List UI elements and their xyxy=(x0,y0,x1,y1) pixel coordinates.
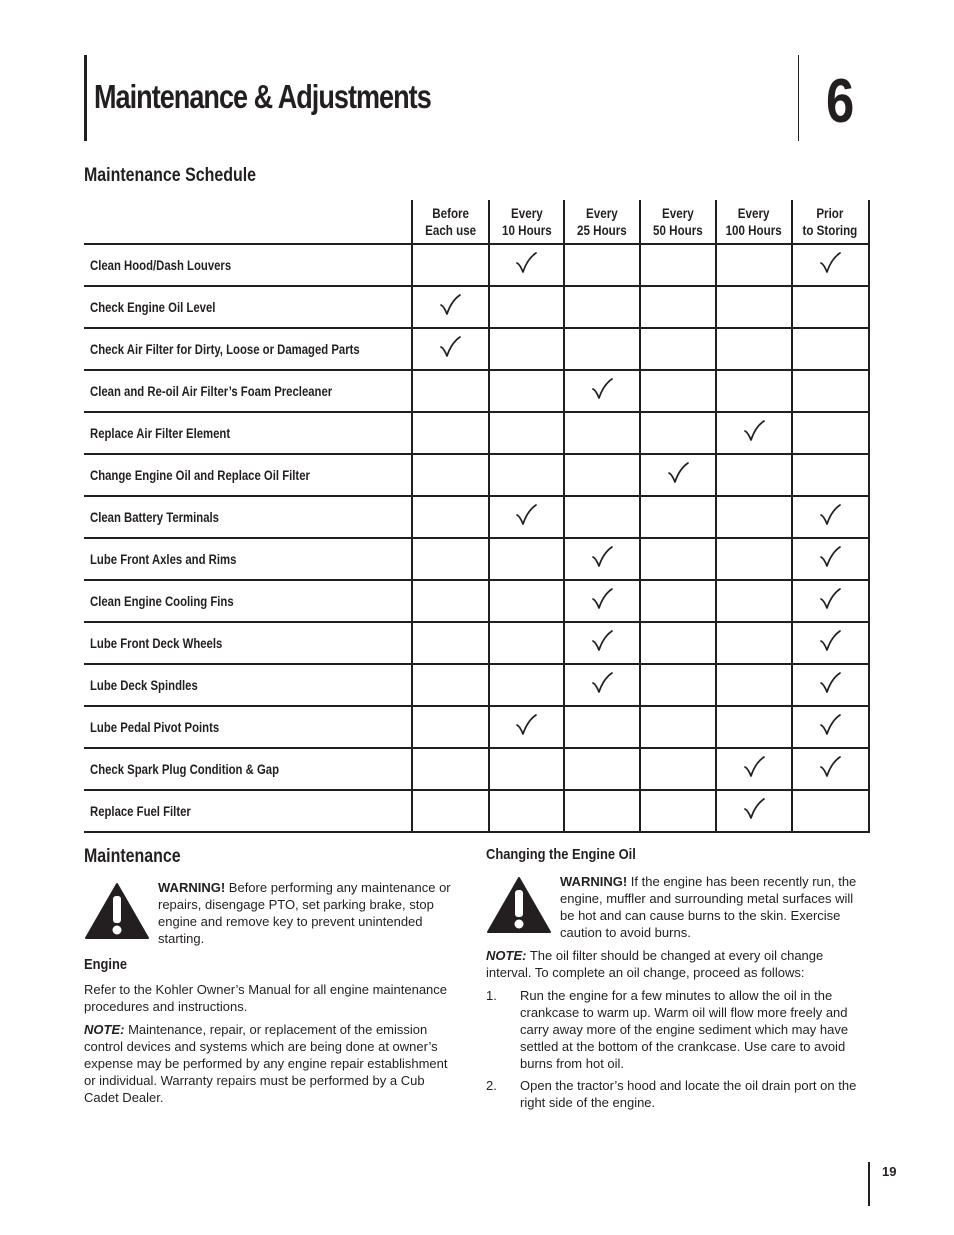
schedule-cell xyxy=(412,748,488,790)
schedule-cell xyxy=(716,664,792,706)
schedule-cell xyxy=(489,454,565,496)
column-header: Before Each use xyxy=(412,200,488,244)
maintenance-schedule-table xyxy=(84,200,870,833)
schedule-cell xyxy=(716,370,792,412)
task-cell xyxy=(84,748,412,790)
schedule-cell xyxy=(716,706,792,748)
chapter-rule xyxy=(798,55,799,141)
footer-rule xyxy=(868,1162,870,1206)
schedule-cell xyxy=(412,580,488,622)
schedule-cell xyxy=(489,286,565,328)
task-label: Check Engine Oil Level xyxy=(90,299,216,315)
schedule-cell xyxy=(792,580,869,622)
step-number: 1. xyxy=(486,988,497,1003)
table-row xyxy=(84,664,869,706)
schedule-cell xyxy=(792,706,869,748)
schedule-cell xyxy=(640,412,716,454)
schedule-cell xyxy=(792,748,869,790)
note-label: NOTE: xyxy=(486,948,527,963)
schedule-cell xyxy=(412,370,488,412)
table-row xyxy=(84,328,869,370)
engine-note: NOTE: Maintenance, repair, or replacement of the emission control devices and systems which are being done at owner’s expense may be performed by any engine repair establishment or individual. Warranty repairs must be performed by a Cub Cadet Dealer. xyxy=(84,1022,448,1105)
schedule-cell xyxy=(716,286,792,328)
page-number: 19 xyxy=(882,1164,897,1179)
task-label: Replace Air Filter Element xyxy=(90,425,231,441)
schedule-cell xyxy=(564,538,640,580)
check-mark-icon xyxy=(819,504,841,526)
warning-label: WARNING! xyxy=(560,874,628,889)
task-label: Clean and Re-oil Air Filter’s Foam Precleaner xyxy=(90,383,333,399)
chapter-number: 6 xyxy=(826,67,855,136)
table-row xyxy=(84,496,869,538)
schedule-cell xyxy=(792,496,869,538)
check-mark-icon xyxy=(591,378,613,400)
schedule-cell xyxy=(640,328,716,370)
table-row xyxy=(84,454,869,496)
task-cell xyxy=(84,706,412,748)
schedule-cell xyxy=(489,622,565,664)
task-cell xyxy=(84,412,412,454)
schedule-cell xyxy=(489,244,565,286)
schedule-cell xyxy=(489,748,565,790)
schedule-cell xyxy=(640,580,716,622)
schedule-cell xyxy=(489,790,565,832)
check-mark-icon xyxy=(667,462,689,484)
header-rule xyxy=(84,55,87,141)
schedule-cell xyxy=(640,538,716,580)
schedule-cell xyxy=(564,664,640,706)
task-cell xyxy=(84,328,412,370)
task-label: Lube Deck Spindles xyxy=(90,677,198,693)
check-mark-icon xyxy=(439,294,461,316)
schedule-cell xyxy=(716,538,792,580)
schedule-cell xyxy=(716,244,792,286)
schedule-cell xyxy=(792,286,869,328)
schedule-cell xyxy=(564,496,640,538)
task-cell xyxy=(84,538,412,580)
schedule-cell xyxy=(640,706,716,748)
check-mark-icon xyxy=(819,714,841,736)
schedule-cell xyxy=(716,328,792,370)
schedule-cell xyxy=(640,244,716,286)
schedule-cell xyxy=(792,328,869,370)
check-mark-icon xyxy=(819,756,841,778)
schedule-cell xyxy=(640,622,716,664)
table-row xyxy=(84,538,869,580)
schedule-cell xyxy=(716,748,792,790)
task-cell xyxy=(84,286,412,328)
check-mark-icon xyxy=(515,714,537,736)
schedule-cell xyxy=(564,580,640,622)
schedule-cell xyxy=(489,580,565,622)
task-cell xyxy=(84,244,412,286)
schedule-cell xyxy=(640,496,716,538)
task-cell xyxy=(84,622,412,664)
schedule-cell xyxy=(412,412,488,454)
check-mark-icon xyxy=(743,420,765,442)
check-mark-icon xyxy=(819,588,841,610)
schedule-cell xyxy=(564,790,640,832)
schedule-cell xyxy=(640,748,716,790)
note-label: NOTE: xyxy=(84,1022,125,1037)
warning-label: WARNING! xyxy=(158,880,226,895)
task-cell xyxy=(84,790,412,832)
schedule-cell xyxy=(716,580,792,622)
check-mark-icon xyxy=(743,798,765,820)
page-title: Maintenance & Adjustments xyxy=(94,78,431,115)
schedule-cell xyxy=(792,244,869,286)
schedule-cell xyxy=(640,286,716,328)
table-row xyxy=(84,244,869,286)
task-label: Replace Fuel Filter xyxy=(90,803,191,819)
schedule-cell xyxy=(489,706,565,748)
schedule-cell xyxy=(640,790,716,832)
check-mark-icon xyxy=(819,546,841,568)
table-row xyxy=(84,580,869,622)
check-mark-icon xyxy=(819,630,841,652)
schedule-cell xyxy=(564,748,640,790)
task-cell xyxy=(84,580,412,622)
schedule-cell xyxy=(412,286,488,328)
schedule-cell xyxy=(489,328,565,370)
step-text: Open the tractor’s hood and locate the oil drain port on the right side of the engine. xyxy=(520,1078,857,1110)
schedule-cell xyxy=(792,790,869,832)
schedule-header-row xyxy=(84,200,869,244)
check-mark-icon xyxy=(439,336,461,358)
warning-triangle-icon xyxy=(486,876,552,934)
schedule-cell xyxy=(412,538,488,580)
schedule-cell xyxy=(716,790,792,832)
task-cell xyxy=(84,496,412,538)
schedule-cell xyxy=(489,370,565,412)
check-mark-icon xyxy=(819,672,841,694)
table-row xyxy=(84,790,869,832)
check-mark-icon xyxy=(591,546,613,568)
schedule-cell xyxy=(640,664,716,706)
task-label: Lube Pedal Pivot Points xyxy=(90,719,220,735)
column-header: Every 25 Hours xyxy=(564,200,640,244)
check-mark-icon xyxy=(591,672,613,694)
column-header: Every 100 Hours xyxy=(716,200,792,244)
schedule-cell xyxy=(412,706,488,748)
schedule-cell xyxy=(412,244,488,286)
check-mark-icon xyxy=(591,588,613,610)
engine-paragraph: Refer to the Kohler Owner’s Manual for all engine maintenance procedures and instructions. xyxy=(84,982,448,1014)
task-label: Change Engine Oil and Replace Oil Filter xyxy=(90,467,310,483)
table-row xyxy=(84,748,869,790)
task-label: Clean Hood/Dash Louvers xyxy=(90,257,232,273)
table-row xyxy=(84,370,869,412)
schedule-cell xyxy=(716,622,792,664)
table-row xyxy=(84,622,869,664)
task-cell xyxy=(84,664,412,706)
maintenance-title: Maintenance xyxy=(84,846,181,867)
task-label: Check Spark Plug Condition & Gap xyxy=(90,761,280,777)
schedule-cell xyxy=(412,622,488,664)
schedule-cell xyxy=(489,412,565,454)
schedule-cell xyxy=(792,664,869,706)
schedule-cell xyxy=(792,454,869,496)
schedule-cell xyxy=(412,664,488,706)
schedule-cell xyxy=(412,328,488,370)
table-row xyxy=(84,412,869,454)
schedule-cell xyxy=(792,538,869,580)
schedule-cell xyxy=(412,496,488,538)
task-label: Clean Battery Terminals xyxy=(90,509,219,525)
maintenance-warning: WARNING! Before performing any maintenance or repairs, disengage PTO, set parking brake, stop engine and remove key to prevent unintended starting. xyxy=(158,880,451,946)
oil-change-title: Changing the Engine Oil xyxy=(486,846,636,863)
schedule-cell xyxy=(564,622,640,664)
oil-warning: WARNING! If the engine has been recently run, the engine, muffler and surrounding metal surfaces will be hot and can cause burns to the skin. Exercise caution to avoid burns. xyxy=(560,874,857,940)
step-number: 2. xyxy=(486,1078,497,1093)
task-cell xyxy=(84,370,412,412)
warning-triangle-icon xyxy=(84,882,150,940)
schedule-cell xyxy=(412,790,488,832)
schedule-cell xyxy=(792,622,869,664)
task-label: Clean Engine Cooling Fins xyxy=(90,593,234,609)
engine-title: Engine xyxy=(84,956,128,973)
column-header: Every 50 Hours xyxy=(640,200,716,244)
check-mark-icon xyxy=(819,252,841,274)
schedule-cell xyxy=(640,370,716,412)
schedule-cell xyxy=(489,496,565,538)
step-text: Run the engine for a few minutes to allow the oil in the crankcase to warm up. Warm oil will flow more freely and carry away more of the engine sediment which may have settled at the bottom of the crankcase. Use care to avoid burns from hot oil. xyxy=(520,988,849,1071)
schedule-cell xyxy=(412,454,488,496)
task-column-header xyxy=(84,200,412,244)
check-mark-icon xyxy=(591,630,613,652)
table-row xyxy=(84,286,869,328)
schedule-cell xyxy=(564,454,640,496)
task-label: Lube Front Axles and Rims xyxy=(90,551,237,567)
schedule-cell xyxy=(716,454,792,496)
check-mark-icon xyxy=(743,756,765,778)
schedule-cell xyxy=(564,370,640,412)
column-header: Prior to Storing xyxy=(792,200,869,244)
table-row xyxy=(84,706,869,748)
column-header: Every 10 Hours xyxy=(489,200,565,244)
schedule-cell xyxy=(564,706,640,748)
schedule-cell xyxy=(716,496,792,538)
schedule-cell xyxy=(564,412,640,454)
schedule-cell xyxy=(564,328,640,370)
task-label: Check Air Filter for Dirty, Loose or Damaged Parts xyxy=(90,341,360,357)
schedule-cell xyxy=(640,454,716,496)
schedule-cell xyxy=(489,664,565,706)
schedule-cell xyxy=(792,412,869,454)
schedule-cell xyxy=(716,412,792,454)
schedule-title: Maintenance Schedule xyxy=(84,165,257,186)
schedule-body xyxy=(84,244,869,832)
task-label: Lube Front Deck Wheels xyxy=(90,635,223,651)
check-mark-icon xyxy=(515,252,537,274)
schedule-cell xyxy=(564,244,640,286)
oil-note: NOTE: The oil filter should be changed at every oil change interval. To complete an oil change, proceed as follows: xyxy=(486,948,824,980)
schedule-cell xyxy=(792,370,869,412)
task-cell xyxy=(84,454,412,496)
check-mark-icon xyxy=(515,504,537,526)
schedule-cell xyxy=(489,538,565,580)
schedule-cell xyxy=(564,286,640,328)
